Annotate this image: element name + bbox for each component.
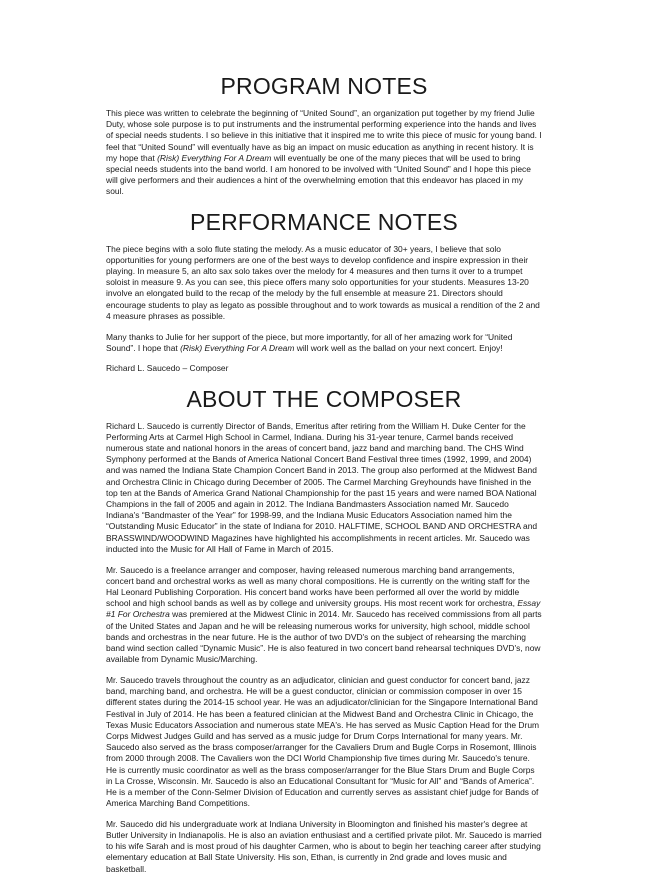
piece-title: (Risk) Everything For A Dream <box>180 342 295 353</box>
performance-notes-paragraph-2 <box>106 332 542 354</box>
program-notes-heading: PROGRAM NOTES <box>220 73 428 99</box>
about-composer-heading: ABOUT THE COMPOSER <box>186 385 462 412</box>
about-composer-paragraph-4: Mr. Saucedo did his undergraduate work at Indiana University in Bloomington and finished his master's degree at Butler University in Indianapolis. He is also an aviation enthusiast and a certified private pilot. Mr. Saucedo is married to his wife Sarah and is most proud of his daughter Carmen, who is about to begin her teaching career after studying elementary education at Ball State University. His son, Ethan, is currently in 2nd grade and loves music and basketball. <box>106 818 542 874</box>
performance-notes-text-a: Many thanks to Julie for her support of the piece, but more importantly, for all of her amazing work for “United Sound”. I hope that <box>106 331 513 353</box>
composer-signature: Richard L. Saucedo – Composer <box>106 363 229 374</box>
performance-notes-text-b: will work well as the ballad on your next concert. Enjoy! <box>294 342 503 353</box>
program-notes-text-b: will eventually be one of the many pieces that will be used to bring special needs students into the band world. I am honored to be involved with “United Sound” and I hope this piece will give performers and their audiences a hint of the overwhelming emotion that this endeavor has placed in my soul. <box>106 152 531 197</box>
about-composer-text-a: Mr. Saucedo is a freelance arranger and composer, having released numerous marching band arrangements, concert band and orchestral works as well as many choral compositions. He is currently on the writing staff for the Hal Leonard Publishing Corporation. His concert band works have been performed all over the world by middle school and high school bands as well as by college and university groups. His most recent work for orchestra, <box>106 564 530 609</box>
about-composer-paragraph-1: Richard L. Saucedo is currently Director of Bands, Emeritus after retiring from the William H. Duke Center for the Performing Arts at Carmel High School in Carmel, Indiana. During his 31-year tenure, Carmel bands received numerous state and national honors in the areas of concert band, jazz band and marching band. The CHS Wind Symphony performed at the Bands of America National Concert Band Festival three times (1992, 1999, and 2004) and was named the Indiana State Champion Concert Band in 2013. The group also performed at the Midwest Band and Orchestra Clinic in Chicago during December of 2005. The Carmel Marching Greyhounds have finished in the top ten at the Bands of America Grand National Championship for the past 15 years and were named BOA National Champions in the fall of 2005 and again in 2012. The Indiana Bandmasters Association named Mr. Saucedo Indiana's “Bandmaster of the Year” for 1998-99, and the Indiana Music Educators Association named him the “Outstanding Music Educator” in the state of Indiana for 2010. HALFTIME, SCHOOL BAND AND ORCHESTRA and BRASSWIND/WOODWIND Magazines have highlighted his accomplishments in recent articles. Mr. Saucedo was inducted into the Music for All Hall of Fame in March of 2015. <box>106 420 538 554</box>
about-composer-paragraph-3: Mr. Saucedo travels throughout the country as an adjudicator, clinician and guest conductor for concert band, jazz band, marching band, and orchestra. He will be a guest conductor, clinician or commission composer in over 15 different states during the 2014-15 school year. He was an adjudicator/clinician for the Singapore International Band Festival in July of 2014. He has been a featured clinician at the Midwest Band and Orchestra Clinic in Chicago, the Texas Music Educators Association and numerous state MEA's. He has served as Music Caption Head for the Drum Corps Midwest Judges Guild and has served as a music judge for Drum Corps International for many years. Mr. Saucedo also served as the brass composer/arranger for the Cavaliers Drum and Bugle Corps in Rosemont, Illinois from 2000 through 2008. The Cavaliers won the DCI World Championship five times during Mr. Saucedo's tenure. He is currently music coordinator as well as the brass composer/arranger for the Blue Stars Drum and Bugle Corps in La Crosse, Wisconsin. Mr. Saucedo is also an Educational Consultant for “Music for All” and “Bands of America”. He is a member of the Conn-Selmer Division of Education and currently serves as assistant chief judge for Bands of America Marching Band Competitions. <box>106 674 540 809</box>
performance-notes-heading: PERFORMANCE NOTES <box>190 208 458 235</box>
about-composer-text-b: was premiered at the Midwest Clinic in 2014. Mr. Saucedo has received commissions from all parts of the United States and Japan and he will be releasing numerous works for university, high school, middle school bands and orchestras in the near future. He is the author of two DVD's on the subject of rehearsing the marching band wind section called “Dynamic Music”. He is also featured in two concert band rehearsal techniques DVD's, now available from Dynamic Music/Marching. <box>106 609 542 665</box>
piece-title: (Risk) Everything For A Dream <box>157 152 272 163</box>
about-composer-paragraph-2 <box>106 565 542 666</box>
performance-notes-paragraph-1: The piece begins with a solo flute stating the melody. As a music educator of 30+ years, I believe that solo opportunities for young performers are one of the best ways to develop confidence and inspire expression in their playing. In measure 5, an alto sax solo takes over the melody for 4 measures and then turns it over to a trumpet soloist in measure 9. As you can see, this piece offers many solo opportunities for your students. Measures 13-20 involve an elongated build to the recap of the melody by the full ensemble at measure 21. Directors should encourage students to play as legato as possible throughout and to work towards as musical a rendition of the 2 and 4 measure phrases as possible. <box>106 243 540 321</box>
orchestra-work-title: Essay #1 For Orchestra <box>106 598 541 620</box>
program-notes-paragraph <box>106 108 542 198</box>
program-notes-text-a: This piece was written to celebrate the beginning of “United Sound”, an organization put together by my friend Julie Duty, whose sole purpose is to put instruments and the instrumental performing experience into the hands and lives of special needs students. I so believe in this initiative that it inspired me to write this piece of music for young band. I feel that “United Sound” will eventually have as big an impact on music education as anything in recent history. It is my hope that <box>106 108 542 163</box>
